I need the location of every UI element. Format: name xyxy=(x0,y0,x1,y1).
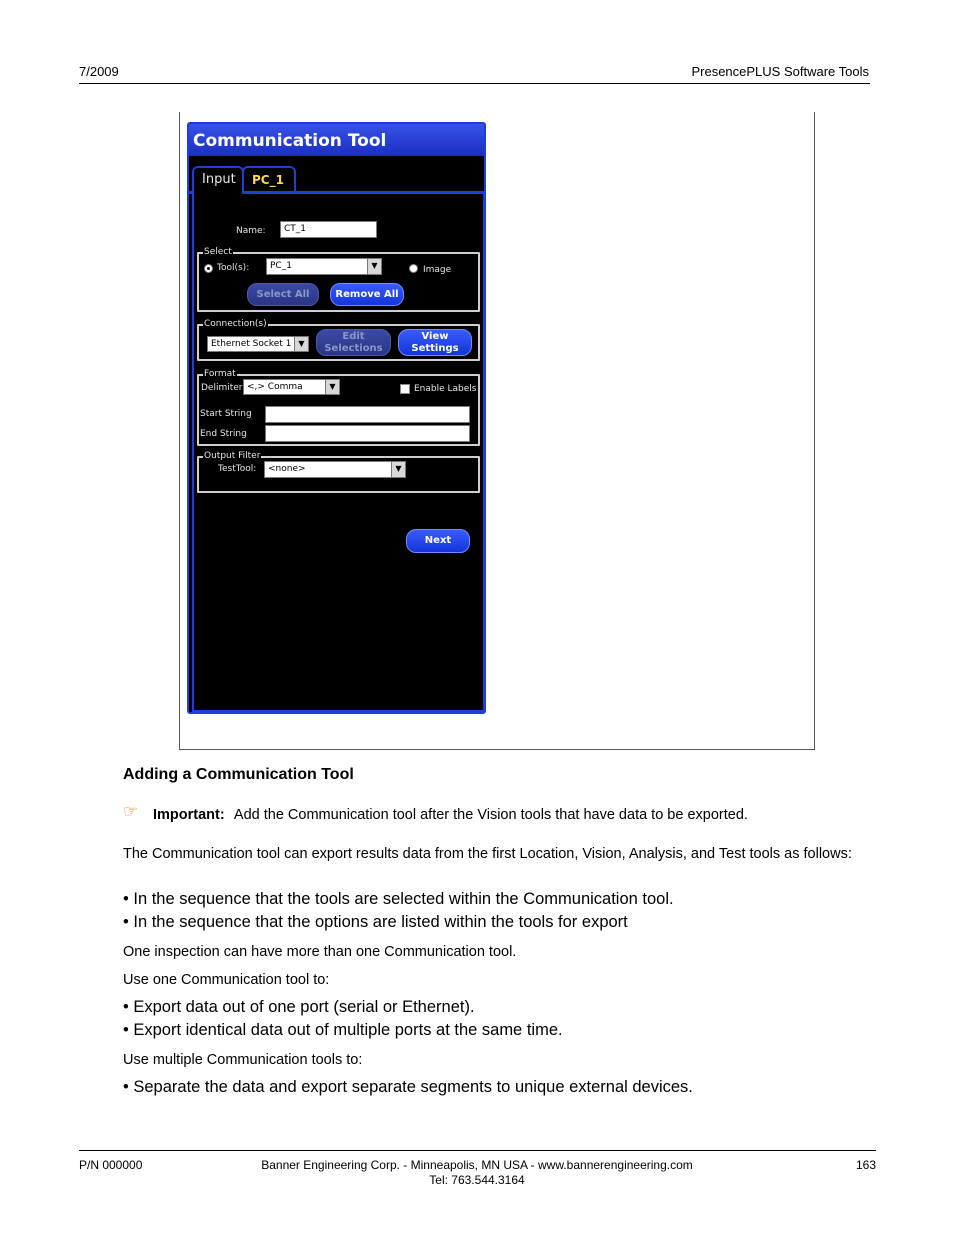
tools-select[interactable] xyxy=(266,258,382,275)
important-text: Add the Communication tool after the Vision tools that have data to be exported. xyxy=(233,807,748,823)
communication-tool-window xyxy=(187,122,486,714)
start-string-input[interactable] xyxy=(265,406,470,423)
bullet-sequence-selected: • In the sequence that the tools are selected within the Communication tool. xyxy=(123,890,674,908)
footer-tel: Tel: 763.544.3164 xyxy=(429,1173,525,1187)
image-label: Image xyxy=(423,265,452,275)
window-title: Communication Tool xyxy=(189,124,484,156)
chevron-down-icon: ▼ xyxy=(367,259,381,274)
connection-select-value: Ethernet Socket 1 xyxy=(211,339,292,349)
important-note xyxy=(153,807,748,823)
footer-part-number: P/N 000000 xyxy=(79,1158,143,1172)
bullet-export-multiple-ports: • Export identical data out of multiple ports at the same time. xyxy=(123,1021,563,1039)
enable-labels-label: Enable Labels xyxy=(414,384,477,394)
connection-select[interactable] xyxy=(207,336,309,352)
edit-selections-line2: Selections xyxy=(324,342,383,354)
footer-company: Banner Engineering Corp. - Minneapolis, MN USA - www.bannerengineering.com xyxy=(261,1158,693,1172)
view-settings-button[interactable] xyxy=(398,329,472,356)
delimiter-label: Delimiter xyxy=(201,383,243,393)
output-filter-legend: Output Filter xyxy=(204,451,261,461)
delimiter-select[interactable] xyxy=(243,379,340,395)
image-radio[interactable] xyxy=(409,264,418,273)
chevron-down-icon: ▼ xyxy=(391,462,405,477)
header-rule xyxy=(79,83,870,84)
tab-pc1[interactable]: PC_1 xyxy=(242,166,296,192)
header-date: 7/2009 xyxy=(79,64,119,79)
testtool-select-value: <none> xyxy=(268,464,306,474)
header-doc-title: PresencePLUS Software Tools xyxy=(691,64,869,79)
start-string-label: Start String xyxy=(200,409,252,419)
paragraph-intro: The Communication tool can export results data from the first Location, Vision, Analysis, and Test tools as follows: xyxy=(123,846,852,862)
select-all-button[interactable]: Select All xyxy=(247,283,319,306)
footer-rule xyxy=(79,1150,876,1151)
next-button[interactable]: Next xyxy=(406,529,470,553)
enable-labels-checkbox[interactable] xyxy=(400,384,410,394)
end-string-label: End String xyxy=(200,429,247,439)
tab-input[interactable]: Input xyxy=(192,166,244,194)
delimiter-select-value: <,> Comma xyxy=(247,382,303,392)
chevron-down-icon: ▼ xyxy=(294,337,308,351)
end-string-input[interactable] xyxy=(265,425,470,442)
testtool-select[interactable] xyxy=(264,461,406,478)
remove-all-button[interactable]: Remove All xyxy=(330,283,404,306)
pointing-hand-icon: ☞ xyxy=(123,802,139,821)
testtool-label: TestTool: xyxy=(218,464,257,474)
bullet-export-one-port: • Export data out of one port (serial or Ethernet). xyxy=(123,998,475,1016)
edit-selections-line1: Edit xyxy=(342,330,365,342)
name-label: Name: xyxy=(236,226,266,236)
paragraph-use-one: Use one Communication tool to: xyxy=(123,972,330,988)
tools-radio[interactable] xyxy=(204,264,213,273)
connections-legend: Connection(s) xyxy=(204,319,267,329)
tools-label: Tool(s): xyxy=(217,263,250,273)
format-legend: Format xyxy=(204,369,236,379)
footer-page-number: 163 xyxy=(855,1158,876,1172)
view-settings-line1: View xyxy=(421,330,449,342)
select-legend: Select xyxy=(204,247,232,257)
section-heading: Adding a Communication Tool xyxy=(123,766,354,783)
important-label: Important: xyxy=(153,807,225,823)
paragraph-use-multiple: Use multiple Communication tools to: xyxy=(123,1052,363,1068)
view-settings-line2: Settings xyxy=(411,342,459,354)
paragraph-more-than-one: One inspection can have more than one Communication tool. xyxy=(123,944,517,960)
bullet-sequence-listed: • In the sequence that the options are listed within the tools for export xyxy=(123,913,628,931)
chevron-down-icon: ▼ xyxy=(325,380,339,394)
edit-selections-button[interactable] xyxy=(316,329,391,356)
name-input[interactable]: CT_1 xyxy=(280,221,377,238)
tools-select-value: PC_1 xyxy=(270,261,292,271)
bullet-separate-data: • Separate the data and export separate segments to unique external devices. xyxy=(123,1078,693,1096)
